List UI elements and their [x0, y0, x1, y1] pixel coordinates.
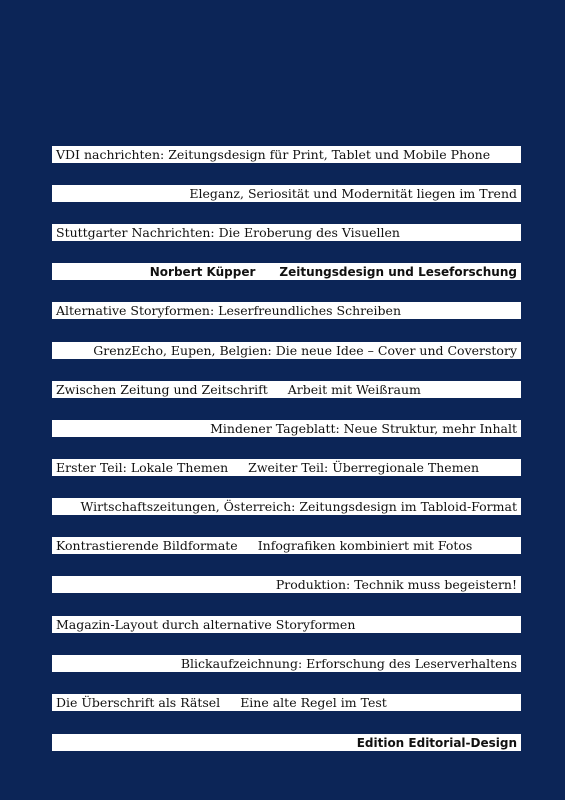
headline-bar: [52, 537, 521, 554]
headline-text: Alternative Storyformen: Leserfreundliches Schreiben: [56, 303, 401, 318]
headline-bar: [52, 420, 521, 437]
headline-text: Infografiken kombiniert mit Fotos: [257, 538, 473, 553]
headline-text: Kontrastierende Bildformate: [56, 538, 238, 553]
headline-bar: [52, 224, 521, 241]
headline-bar: [52, 342, 521, 359]
book-title: Zeitungsdesign und Leseforschung: [279, 264, 517, 279]
headline-text: Stuttgarter Nachrichten: Die Eroberung des Visuellen: [56, 225, 400, 240]
headline-bar: [52, 616, 521, 633]
headline-text: Eleganz, Seriosität und Modernität liegen im Trend: [189, 186, 517, 201]
headline-text: Magazin-Layout durch alternative Storyformen: [56, 617, 356, 632]
title-bar: [52, 263, 521, 280]
headline-bar: [52, 694, 521, 711]
headline-bar: [52, 302, 521, 319]
headline-text: VDI nachrichten: Zeitungsdesign für Print, Tablet und Mobile Phone: [56, 147, 491, 162]
headline-text: Blickaufzeichnung: Erforschung des Leserverhaltens: [180, 656, 517, 671]
headline-text: Produktion: Technik muss begeistern!: [275, 577, 517, 592]
author-name: Norbert Küpper: [149, 264, 256, 279]
headline-text: Mindener Tageblatt: Neue Struktur, mehr Inhalt: [210, 421, 517, 436]
headline-text: Eine alte Regel im Test: [240, 695, 387, 710]
headline-text: Die Überschrift als Rätsel: [56, 695, 221, 710]
headline-text: GrenzEcho, Eupen, Belgien: Die neue Idee – Cover und Coverstory: [93, 343, 517, 358]
headline-text: Zwischen Zeitung und Zeitschrift: [56, 382, 268, 397]
headline-bar: [52, 498, 521, 515]
headline-text: Arbeit mit Weißraum: [287, 382, 421, 397]
headline-bar: [52, 576, 521, 593]
headline-text: Zweiter Teil: Überregionale Themen: [248, 460, 479, 475]
headline-bar: [52, 459, 521, 476]
headline-bar: [52, 146, 521, 163]
headline-text: Erster Teil: Lokale Themen: [56, 460, 229, 475]
headline-text: Wirtschaftszeitungen, Österreich: Zeitungsdesign im Tabloid-Format: [80, 499, 517, 514]
headline-bar: [52, 185, 521, 202]
headline-bar: [52, 381, 521, 398]
edition-label: Edition Editorial-Design: [356, 735, 517, 750]
publisher-bar: [52, 734, 521, 751]
headline-bar: [52, 655, 521, 672]
